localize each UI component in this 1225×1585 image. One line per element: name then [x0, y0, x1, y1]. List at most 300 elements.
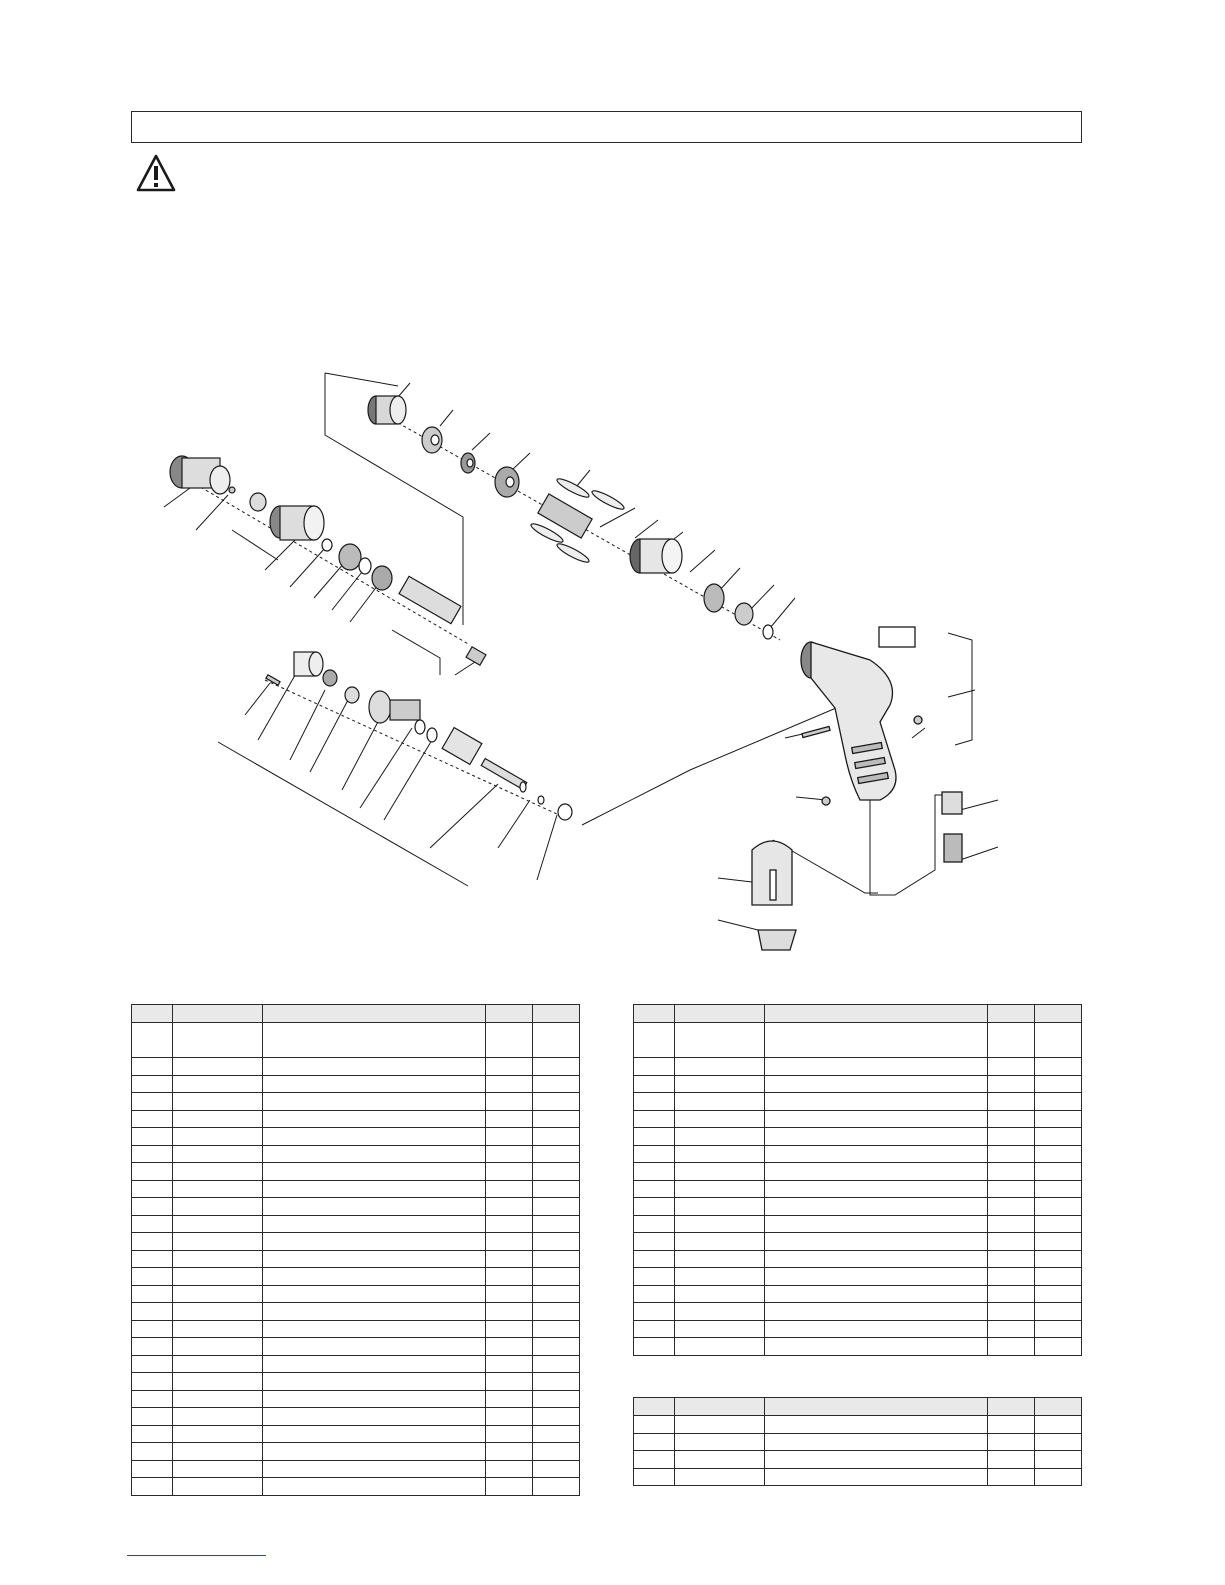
table-cell: [988, 1163, 1035, 1181]
table-cell: [988, 1110, 1035, 1128]
table-cell: [765, 1058, 988, 1076]
col-remark: [533, 1005, 580, 1023]
table-row: [132, 1198, 580, 1216]
table-cell: [675, 1268, 765, 1286]
table-cell: [675, 1128, 765, 1146]
table-cell: [263, 1110, 486, 1128]
table-cell: [634, 1145, 675, 1163]
table-cell: [132, 1390, 173, 1408]
col-part-number: [675, 1005, 765, 1023]
table-cell: [486, 1128, 533, 1146]
table-row: [132, 1408, 580, 1426]
table-cell: [486, 1093, 533, 1111]
table-cell: [1035, 1075, 1082, 1093]
table-cell: [1035, 1233, 1082, 1251]
table-cell: [1035, 1145, 1082, 1163]
table-cell: [765, 1285, 988, 1303]
table-row: [634, 1285, 1082, 1303]
table-cell: [634, 1215, 675, 1233]
table-cell: [634, 1250, 675, 1268]
table-row: [132, 1233, 580, 1251]
table-cell: [263, 1128, 486, 1146]
table-cell: [173, 1390, 263, 1408]
table-cell: [634, 1268, 675, 1286]
table-cell: [765, 1416, 988, 1434]
table-cell: [988, 1285, 1035, 1303]
table-cell: [1035, 1268, 1082, 1286]
table-row: [132, 1075, 580, 1093]
table-cell: [486, 1075, 533, 1093]
table-cell: [486, 1303, 533, 1321]
table-cell: [263, 1198, 486, 1216]
table-cell: [988, 1416, 1035, 1434]
table-cell: [988, 1250, 1035, 1268]
table-cell: [1035, 1338, 1082, 1356]
table-cell: [988, 1233, 1035, 1251]
table-cell: [132, 1163, 173, 1181]
table-cell: [675, 1233, 765, 1251]
table-cell: [634, 1303, 675, 1321]
table-cell: [765, 1451, 988, 1469]
table-cell: [533, 1320, 580, 1338]
table-cell: [263, 1408, 486, 1426]
table-cell: [675, 1023, 765, 1058]
table-cell: [533, 1285, 580, 1303]
parts-table-right: [633, 1004, 1082, 1356]
section-title-box: [131, 111, 1082, 143]
table-cell: [132, 1128, 173, 1146]
table-row: [132, 1373, 580, 1391]
table-row: [132, 1460, 580, 1478]
table-cell: [675, 1468, 765, 1486]
col-part-number: [675, 1398, 765, 1416]
table-cell: [132, 1198, 173, 1216]
table-cell: [132, 1338, 173, 1356]
table-row: [132, 1023, 580, 1058]
table-cell: [634, 1451, 675, 1469]
table-row: [634, 1250, 1082, 1268]
table-row: [132, 1093, 580, 1111]
table-cell: [173, 1408, 263, 1426]
table-cell: [988, 1023, 1035, 1058]
table-cell: [675, 1250, 765, 1268]
table-row: [132, 1145, 580, 1163]
table-row: [634, 1093, 1082, 1111]
table-cell: [533, 1023, 580, 1058]
table-cell: [1035, 1320, 1082, 1338]
table-row: [634, 1163, 1082, 1181]
table-cell: [132, 1233, 173, 1251]
table-cell: [486, 1250, 533, 1268]
table-cell: [263, 1268, 486, 1286]
table-cell: [765, 1268, 988, 1286]
table-cell: [263, 1390, 486, 1408]
table-cell: [1035, 1215, 1082, 1233]
table-cell: [988, 1215, 1035, 1233]
col-qty: [988, 1005, 1035, 1023]
table-cell: [675, 1320, 765, 1338]
col-description: [765, 1005, 988, 1023]
table-cell: [486, 1390, 533, 1408]
table-row: [132, 1268, 580, 1286]
table-cell: [675, 1110, 765, 1128]
table-cell: [1035, 1198, 1082, 1216]
table-cell: [675, 1075, 765, 1093]
accessories-table: [633, 1397, 1082, 1486]
table-cell: [988, 1433, 1035, 1451]
table-cell: [988, 1075, 1035, 1093]
table-cell: [988, 1303, 1035, 1321]
table-cell: [173, 1128, 263, 1146]
table-cell: [132, 1180, 173, 1198]
table-cell: [765, 1303, 988, 1321]
table-cell: [988, 1093, 1035, 1111]
table-header-row: [634, 1005, 1082, 1023]
table-cell: [1035, 1468, 1082, 1486]
table-row: [132, 1128, 580, 1146]
table-cell: [765, 1163, 988, 1181]
table-cell: [533, 1425, 580, 1443]
table-row: [132, 1058, 580, 1076]
col-qty: [988, 1398, 1035, 1416]
table-cell: [533, 1443, 580, 1461]
table-row: [634, 1145, 1082, 1163]
table-cell: [533, 1128, 580, 1146]
exploded-parts-diagram: [0, 360, 1225, 970]
table-cell: [263, 1233, 486, 1251]
table-cell: [634, 1285, 675, 1303]
col-remark: [1035, 1398, 1082, 1416]
table-cell: [634, 1128, 675, 1146]
table-row: [132, 1320, 580, 1338]
table-cell: [263, 1355, 486, 1373]
table-cell: [486, 1460, 533, 1478]
table-cell: [486, 1268, 533, 1286]
table-cell: [634, 1110, 675, 1128]
table-row: [132, 1443, 580, 1461]
table-cell: [1035, 1303, 1082, 1321]
table-cell: [634, 1023, 675, 1058]
table-cell: [533, 1303, 580, 1321]
table-cell: [173, 1058, 263, 1076]
table-cell: [132, 1145, 173, 1163]
table-cell: [988, 1451, 1035, 1469]
table-cell: [173, 1320, 263, 1338]
table-row: [634, 1023, 1082, 1058]
table-cell: [675, 1145, 765, 1163]
table-cell: [533, 1408, 580, 1426]
table-cell: [765, 1215, 988, 1233]
table-cell: [132, 1250, 173, 1268]
table-row: [634, 1110, 1082, 1128]
table-cell: [765, 1110, 988, 1128]
table-cell: [132, 1355, 173, 1373]
table-cell: [263, 1145, 486, 1163]
table-cell: [173, 1023, 263, 1058]
table-cell: [132, 1443, 173, 1461]
table-cell: [533, 1390, 580, 1408]
table-cell: [486, 1145, 533, 1163]
table-cell: [263, 1303, 486, 1321]
col-no: [634, 1005, 675, 1023]
table-cell: [173, 1180, 263, 1198]
table-cell: [173, 1268, 263, 1286]
table-cell: [486, 1478, 533, 1496]
table-cell: [486, 1338, 533, 1356]
col-no: [132, 1005, 173, 1023]
footer-link[interactable]: [127, 1555, 266, 1556]
table-cell: [988, 1320, 1035, 1338]
table-cell: [675, 1180, 765, 1198]
table-row: [634, 1058, 1082, 1076]
table-cell: [765, 1128, 988, 1146]
table-row: [132, 1390, 580, 1408]
table-cell: [173, 1075, 263, 1093]
table-cell: [1035, 1285, 1082, 1303]
table-row: [634, 1198, 1082, 1216]
table-cell: [634, 1163, 675, 1181]
table-cell: [634, 1058, 675, 1076]
table-cell: [765, 1468, 988, 1486]
table-cell: [675, 1198, 765, 1216]
table-cell: [675, 1285, 765, 1303]
table-cell: [486, 1408, 533, 1426]
table-cell: [486, 1355, 533, 1373]
table-cell: [132, 1320, 173, 1338]
table-cell: [533, 1250, 580, 1268]
table-row: [132, 1215, 580, 1233]
table-row: [132, 1338, 580, 1356]
table-cell: [765, 1433, 988, 1451]
table-cell: [263, 1460, 486, 1478]
table-cell: [765, 1093, 988, 1111]
table-row: [634, 1128, 1082, 1146]
table-cell: [988, 1338, 1035, 1356]
table-cell: [675, 1416, 765, 1434]
table-cell: [132, 1215, 173, 1233]
table-cell: [263, 1163, 486, 1181]
table-cell: [1035, 1451, 1082, 1469]
table-row: [132, 1303, 580, 1321]
table-cell: [173, 1338, 263, 1356]
table-cell: [634, 1468, 675, 1486]
table-row: [634, 1233, 1082, 1251]
table-cell: [634, 1093, 675, 1111]
table-cell: [132, 1268, 173, 1286]
table-cell: [765, 1145, 988, 1163]
table-row: [132, 1110, 580, 1128]
table-cell: [533, 1215, 580, 1233]
table-cell: [173, 1478, 263, 1496]
table-cell: [533, 1093, 580, 1111]
table-row: [132, 1180, 580, 1198]
table-cell: [1035, 1433, 1082, 1451]
table-header-row: [634, 1398, 1082, 1416]
table-row: [634, 1303, 1082, 1321]
table-cell: [634, 1180, 675, 1198]
table-cell: [173, 1443, 263, 1461]
table-cell: [263, 1425, 486, 1443]
table-cell: [1035, 1128, 1082, 1146]
table-cell: [1035, 1093, 1082, 1111]
table-cell: [634, 1416, 675, 1434]
table-cell: [263, 1058, 486, 1076]
col-description: [263, 1005, 486, 1023]
table-cell: [486, 1058, 533, 1076]
table-cell: [263, 1478, 486, 1496]
table-cell: [988, 1128, 1035, 1146]
table-cell: [765, 1250, 988, 1268]
table-cell: [173, 1425, 263, 1443]
table-cell: [533, 1145, 580, 1163]
table-cell: [263, 1373, 486, 1391]
table-cell: [263, 1250, 486, 1268]
table-cell: [634, 1233, 675, 1251]
table-row: [634, 1320, 1082, 1338]
table-cell: [533, 1460, 580, 1478]
table-cell: [765, 1320, 988, 1338]
table-cell: [173, 1145, 263, 1163]
table-cell: [263, 1075, 486, 1093]
table-cell: [988, 1468, 1035, 1486]
table-cell: [634, 1198, 675, 1216]
table-cell: [486, 1023, 533, 1058]
table-cell: [533, 1058, 580, 1076]
col-part-number: [173, 1005, 263, 1023]
table-cell: [675, 1215, 765, 1233]
table-cell: [486, 1233, 533, 1251]
table-cell: [132, 1408, 173, 1426]
table-cell: [533, 1075, 580, 1093]
table-row: [634, 1451, 1082, 1469]
table-cell: [132, 1460, 173, 1478]
table-cell: [132, 1093, 173, 1111]
table-cell: [675, 1058, 765, 1076]
parts-table-left: [131, 1004, 580, 1496]
table-cell: [634, 1320, 675, 1338]
table-cell: [765, 1338, 988, 1356]
table-cell: [263, 1320, 486, 1338]
table-cell: [634, 1433, 675, 1451]
table-cell: [486, 1110, 533, 1128]
col-description: [765, 1398, 988, 1416]
table-cell: [1035, 1058, 1082, 1076]
table-cell: [765, 1075, 988, 1093]
table-cell: [675, 1451, 765, 1469]
table-cell: [486, 1215, 533, 1233]
table-cell: [486, 1198, 533, 1216]
table-cell: [173, 1198, 263, 1216]
table-cell: [486, 1425, 533, 1443]
table-cell: [486, 1285, 533, 1303]
col-qty: [486, 1005, 533, 1023]
table-cell: [533, 1355, 580, 1373]
col-remark: [1035, 1005, 1082, 1023]
table-cell: [533, 1110, 580, 1128]
table-cell: [533, 1198, 580, 1216]
table-cell: [486, 1373, 533, 1391]
table-cell: [132, 1110, 173, 1128]
table-row: [634, 1215, 1082, 1233]
table-cell: [1035, 1250, 1082, 1268]
table-row: [634, 1268, 1082, 1286]
table-cell: [1035, 1416, 1082, 1434]
table-cell: [132, 1058, 173, 1076]
table-cell: [486, 1180, 533, 1198]
table-cell: [765, 1233, 988, 1251]
col-no: [634, 1398, 675, 1416]
table-cell: [533, 1268, 580, 1286]
table-row: [634, 1433, 1082, 1451]
table-cell: [263, 1285, 486, 1303]
table-cell: [675, 1338, 765, 1356]
table-cell: [988, 1180, 1035, 1198]
section-title: [132, 112, 1081, 124]
table-cell: [533, 1163, 580, 1181]
table-cell: [533, 1233, 580, 1251]
table-row: [634, 1075, 1082, 1093]
table-cell: [675, 1093, 765, 1111]
table-cell: [132, 1303, 173, 1321]
table-cell: [634, 1075, 675, 1093]
table-cell: [173, 1373, 263, 1391]
table-row: [634, 1468, 1082, 1486]
table-cell: [132, 1075, 173, 1093]
table-cell: [675, 1433, 765, 1451]
table-cell: [1035, 1110, 1082, 1128]
table-row: [634, 1416, 1082, 1434]
table-cell: [173, 1250, 263, 1268]
table-cell: [1035, 1023, 1082, 1058]
table-row: [132, 1355, 580, 1373]
table-row: [132, 1478, 580, 1496]
table-row: [132, 1285, 580, 1303]
table-cell: [263, 1023, 486, 1058]
table-cell: [486, 1320, 533, 1338]
table-cell: [173, 1355, 263, 1373]
table-cell: [173, 1303, 263, 1321]
table-cell: [634, 1338, 675, 1356]
table-cell: [132, 1373, 173, 1391]
table-cell: [263, 1443, 486, 1461]
table-row: [634, 1180, 1082, 1198]
table-cell: [988, 1198, 1035, 1216]
table-cell: [263, 1215, 486, 1233]
table-cell: [263, 1093, 486, 1111]
table-cell: [132, 1425, 173, 1443]
table-cell: [765, 1023, 988, 1058]
table-cell: [675, 1303, 765, 1321]
table-cell: [173, 1233, 263, 1251]
table-cell: [533, 1478, 580, 1496]
table-cell: [486, 1443, 533, 1461]
table-cell: [675, 1163, 765, 1181]
table-cell: [988, 1058, 1035, 1076]
table-row: [132, 1425, 580, 1443]
table-cell: [533, 1180, 580, 1198]
table-cell: [173, 1110, 263, 1128]
table-cell: [533, 1373, 580, 1391]
table-cell: [486, 1163, 533, 1181]
table-cell: [132, 1285, 173, 1303]
warning-triangle-icon: [136, 154, 176, 192]
table-cell: [765, 1198, 988, 1216]
table-cell: [173, 1093, 263, 1111]
table-cell: [765, 1180, 988, 1198]
table-cell: [1035, 1163, 1082, 1181]
table-cell: [1035, 1180, 1082, 1198]
table-row: [634, 1338, 1082, 1356]
